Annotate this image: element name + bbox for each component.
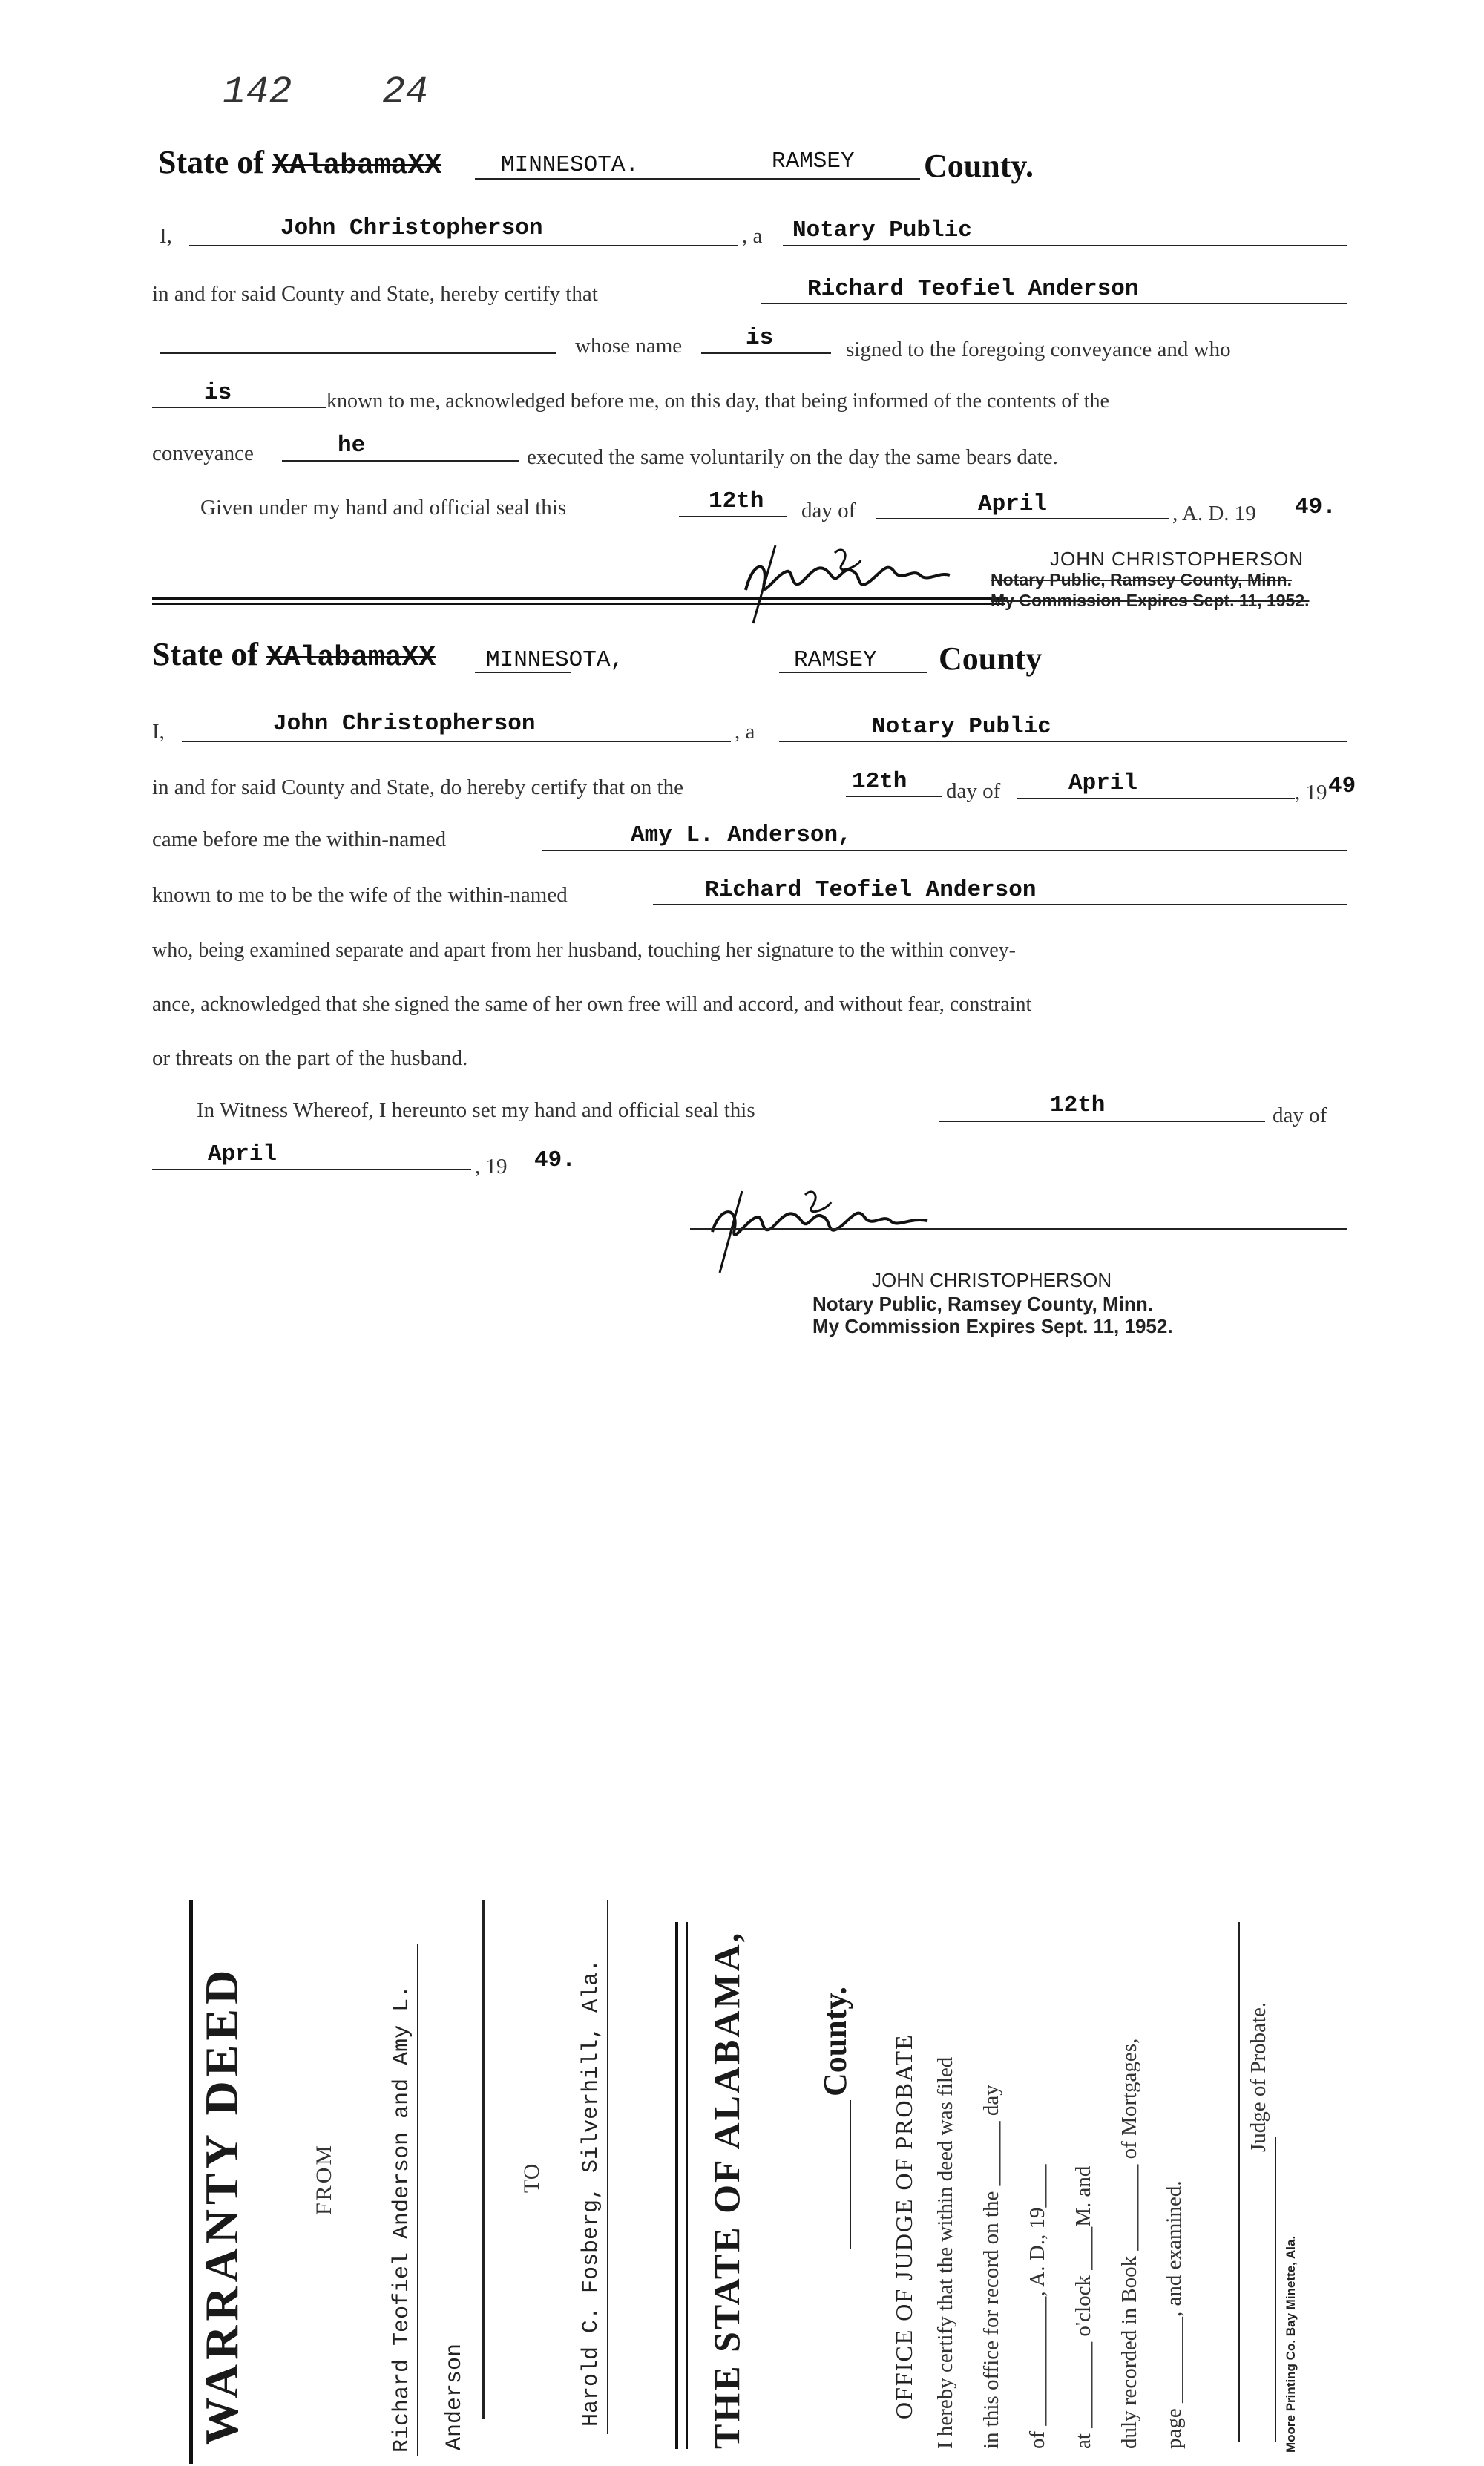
- notary-signature-1: [731, 531, 961, 627]
- county-typed: RAMSEY: [772, 148, 855, 174]
- office-title: OFFICE OF JUDGE OF PROBATE: [890, 2033, 917, 2419]
- backer-county: County.: [817, 1987, 853, 2096]
- county-label: County.: [924, 148, 1034, 184]
- state-line-2: State of XAlabamaXX: [152, 636, 436, 674]
- deed-title: WARRANTY DEED: [195, 1965, 248, 2445]
- to-name: Harold C. Fosberg, Silverhill, Ala.: [579, 1958, 604, 2427]
- state-line: State of XAlabamaXX: [158, 144, 442, 182]
- notary-name: John Christopherson: [280, 215, 543, 241]
- state-of-alabama: THE STATE OF ALABAMA,: [706, 1930, 747, 2449]
- printer-credit: Moore Printing Co. Bay Minette, Ala.: [1284, 2235, 1298, 2453]
- grantor-name: Richard Teofiel Anderson: [807, 276, 1139, 302]
- notary-title: Notary Public: [792, 217, 972, 243]
- from-names-line1: Richard Teofiel Anderson and Amy L.: [390, 1984, 415, 2453]
- struck-state: XAlabamaXX: [272, 150, 442, 182]
- wife-name: Amy L. Anderson,: [631, 822, 852, 848]
- from-names-line2: Anderson: [442, 2343, 467, 2450]
- state-typed: MINNESOTA.: [501, 152, 640, 178]
- document-number: 142 24: [223, 70, 429, 114]
